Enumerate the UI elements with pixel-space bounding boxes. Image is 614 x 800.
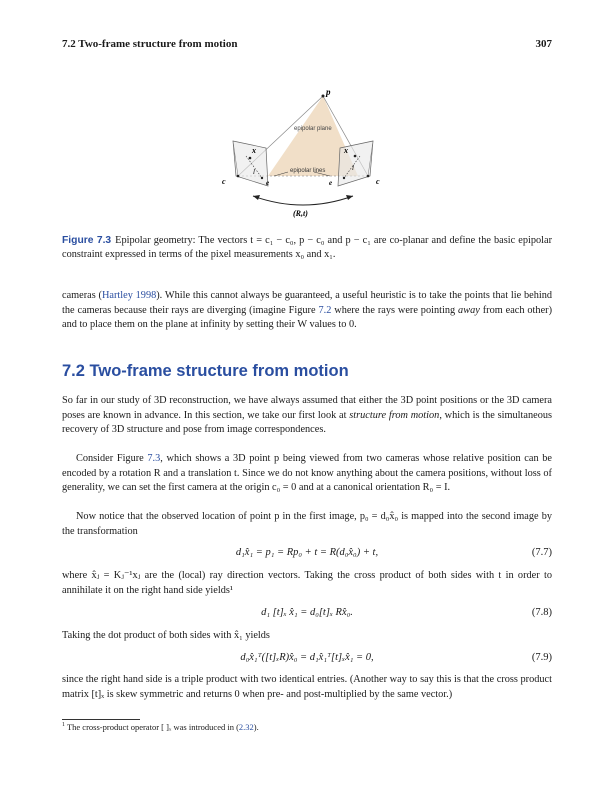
- transform-arc: [253, 196, 353, 205]
- equation-7-9: [62, 652, 552, 668]
- label-epipolar-lines: epipolar lines: [290, 168, 326, 174]
- equation-number: (7.8): [531, 607, 552, 618]
- paragraph-notice: Now notice that the observed location of point p in the first image, p₀ = d₀x̂₀ is mapped into the second image by the transformation: [62, 511, 552, 537]
- label-e0: e: [266, 179, 270, 187]
- equation-body: d₀x̂₁ᵀ([t]ₓR)x̂₀ = d₁x̂₁ᵀ[t]ₓx̂₁ = 0,: [240, 652, 374, 663]
- equation-body: d₁ [t]ₓ x̂₁ = d₀[t]ₓ Rx̂₀.: [261, 607, 353, 618]
- point-x0: [249, 157, 252, 160]
- ref-figure-7-2[interactable]: 7.2: [318, 304, 332, 316]
- paragraph-dot-product: Taking the dot product of both sides with x̂₁ yields: [62, 630, 270, 641]
- label-p: p: [326, 87, 331, 97]
- label-x1: x: [344, 146, 348, 155]
- running-header: [62, 38, 552, 54]
- camera-center-c0: [237, 175, 240, 178]
- ref-eq-2-32[interactable]: 2.32: [238, 722, 254, 732]
- epipole-e0: [261, 177, 263, 179]
- caption-text: Epipolar geometry: The vectors t = c₁ − c₀, p − c₀ and p − c₁ are co-planar and define the basic epipolar constraint expressed in terms of the pixel measurements x₀ and x₁.: [62, 235, 553, 260]
- paragraph-triple-product: since the right hand side is a triple product with two identical entries. (Another way to say this is that the cross product matrix [t]ₓ is skew symmetric and returns 0 when pre- and post-multiplied by the same vector.): [62, 674, 552, 700]
- section-heading: 7.2 Two-frame structure from motion: [62, 362, 349, 380]
- paragraph-consider: Consider Figure 7.3, which shows a 3D point p being viewed from two cameras whose relative position can be encoded by a rotation R and a translation t. Since we do not know anything about the camera positions, without loss of generality, we can set the first camera at the origin c₀ = 0 and at a canonical orientation R₀ = I.: [62, 453, 552, 493]
- figure-caption: [62, 234, 552, 262]
- paragraph-where: where x̂ⱼ = Kⱼ⁻¹xⱼ are the (local) ray direction vectors. Taking the cross product of both sides with t in order to annihilate it on the right hand side yields¹: [62, 570, 552, 596]
- equation-number: (7.9): [531, 652, 552, 663]
- header-section-title: 7.2 Two-frame structure from motion: [62, 38, 238, 50]
- citation-hartley[interactable]: Hartley 1998: [101, 290, 157, 301]
- footnote-rule: [62, 719, 140, 720]
- label-x0: x: [252, 146, 256, 155]
- label-c1: c: [376, 177, 380, 186]
- footnote: $^1$ The cross-product operator [ ]ₓ was introduced in (2.32).: [62, 722, 259, 732]
- ref-figure-7-3[interactable]: 7.3: [147, 453, 161, 464]
- point-p: [322, 95, 325, 98]
- left-image-plane: [233, 141, 268, 186]
- camera-center-c1: [367, 175, 370, 178]
- label-l0: l: [253, 168, 255, 176]
- epipole-e1: [343, 177, 345, 179]
- point-x1: [354, 155, 357, 158]
- label-e1: e: [329, 179, 333, 187]
- equation-body: d₁x̂₁ = p₁ = Rp₀ + t = R(d₀x̂₀) + t,: [235, 547, 379, 558]
- label-l1: l: [352, 164, 354, 172]
- equation-number: (7.7): [531, 547, 552, 558]
- equation-7-7: [62, 547, 552, 563]
- figure-label[interactable]: Figure 7.3: [62, 235, 112, 246]
- page-number: 307: [535, 38, 552, 50]
- equation-7-8: [62, 607, 552, 623]
- footnote-mark: 1: [62, 722, 65, 729]
- label-c0: c: [222, 177, 226, 186]
- label-epipolar-plane: epipolar plane: [294, 126, 332, 132]
- epipolar-geometry-figure: [218, 86, 388, 230]
- paragraph-cameras: cameras (Hartley 1998). While this cannot always be guaranteed, a useful heuristic is to take the points that lie behind the cameras because their rays are diverging (imagine Figure 7.2 where the rays were pointing away from each other) and to place them on the plane at infinity by setting their W values to 0.: [62, 290, 553, 330]
- label-rt: (R,t): [293, 209, 308, 218]
- paragraph-intro: So far in our study of 3D reconstruction, we have always assumed that either the 3D point positions or the 3D camera poses are known in advance. In this section, we take our first look at structure from motion, which is the simultaneous recovery of 3D structure and pose from image correspondences.: [62, 395, 552, 435]
